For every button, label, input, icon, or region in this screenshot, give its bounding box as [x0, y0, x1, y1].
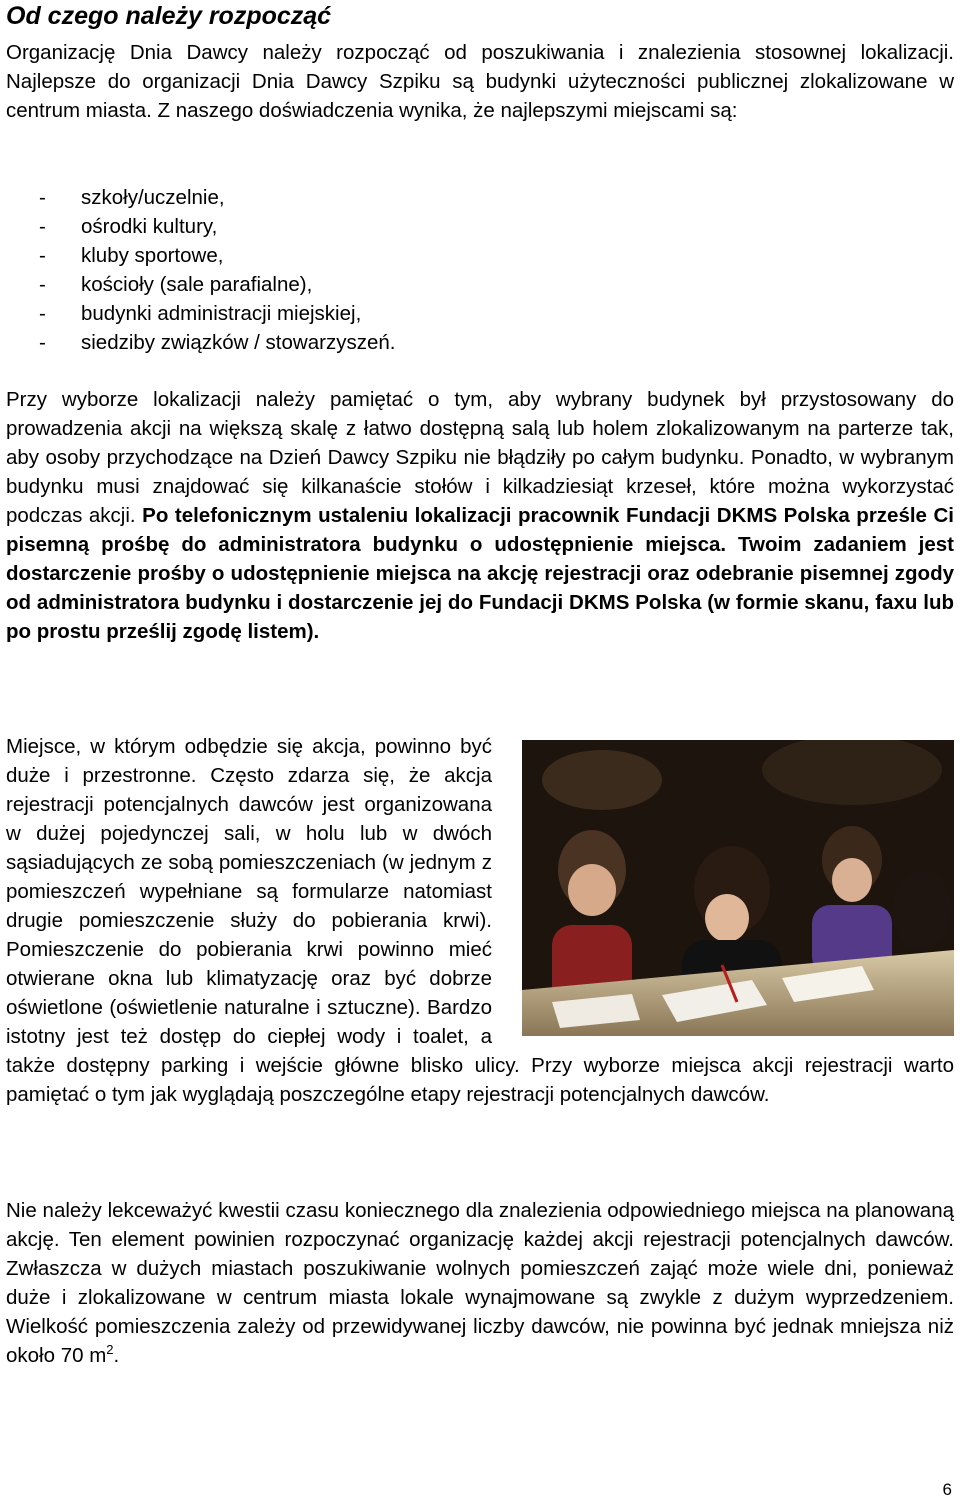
list-item: - szkoły/uczelnie,	[39, 186, 225, 209]
location-list	[6, 183, 395, 357]
timing-paragraph: Nie należy lekceważyć kwestii czasu koniecznego dla znalezienia odpowiedniego miejsca na planowaną akcję. Ten element powinien rozpoczynać organizację każdej akcji rejestracji potencjalnych dawców. Zwłaszcza w dużych miastach poszukiwanie wolnych pomieszczeń zająć może wiele dni, ponieważ duże i zlokalizowane w centrum miasta lokale wynajmowane są zwykle z dużym wyprzedzeniem. Wielkość pomieszczenia zależy od przewidywanej liczby dawców, nie powinna być jednak mniejsza niż około 70 $m^2$.	[6, 1199, 954, 1367]
room-paragraph-block	[6, 732, 954, 1109]
section-heading: Od czego należy rozpocząć	[6, 2, 332, 30]
bold-instructions: Po telefonicznym ustaleniu lokalizacji pracownik Fundacji DKMS Polska prześle Ci pisemną prośbę do administratora budynku o udostępnienie miejsca. Twoim zadaniem jest dostarczenie prośby o udostępnienie miejsca na akcję rejestracji oraz odebranie pisemnej zgody od administratora budynku i dostarczenie jej do Fundacji DKMS Polska (w formie skanu, faxu lub po prostu prześlij zgodę listem).	[6, 504, 954, 643]
list-item: - ośrodki kultury,	[39, 215, 218, 238]
registration-photo	[522, 740, 954, 1036]
page-number: 6	[942, 1480, 952, 1499]
list-item: - budynki administracji miejskiej,	[39, 302, 362, 325]
intro-paragraph: Organizację Dnia Dawcy należy rozpocząć od poszukiwania i znalezienia stosownej lokalizacji. Najlepsze do organizacji Dnia Dawcy Szpiku są budynki użyteczności publicznej zlokalizowane w centrum miasta. Z naszego doświadczenia wynika, że najlepszymi miejscami są:	[6, 41, 954, 122]
list-item: - siedziby związków / stowarzyszeń.	[39, 331, 396, 354]
list-item: - kościoły (sale parafialne),	[39, 273, 313, 296]
room-paragraph: Miejsce, w którym odbędzie się akcja, powinno być duże i przestronne. Często zdarza się, że akcja rejestracji potencjalnych dawców jest organizowana w dużej pojedynczej sali, w holu lub w dwóch sąsiadujących ze sobą pomieszczeniach (w jednym z pomieszczeń wypełniane są formularze natomiast drugie pomieszczenie służy do pobierania krwi). Pomieszczenie do pobierania krwi powinno mieć otwierane okna lub klimatyzację oraz być dobrze oświetlone (oświetlenie naturalne i sztuczne). Bardzo istotny jest też dostęp do ciepłej wody i toalet, a także dostępny parking i wejście główne blisko ulicy. Przy wyborze miejsca akcji rejestracji warto pamiętać o tym jak wyglądają poszczególne etapy rejestracji potencjalnych dawców.	[6, 735, 954, 1106]
photo-illustration	[522, 740, 954, 1036]
venue-requirements-paragraph: Przy wyborze lokalizacji należy pamiętać o tym, aby wybrany budynek był przystosowany do prowadzenia akcji na większą skalę z łatwo dostępną salą lub holem zlokalizowanym na parterze tak, aby osoby przychodzące na Dzień Dawcy Szpiku nie błądziły po całym budynku. Ponadto, w wybranym budynku musi znajdować się kilkanaście stołów i kilkadziesiąt krzeseł, które można wykorzystać podczas akcji. Po telefonicznym ustaleniu lokalizacji pracownik Fundacji DKMS Polska prześle Ci pisemną prośbę do administratora budynku o udostępnienie miejsca. Twoim zadaniem jest dostarczenie prośby o udostępnienie miejsca na akcję rejestracji oraz odebranie pisemnej zgody od administratora budynku i dostarczenie jej do Fundacji DKMS Polska (w formie skanu, faxu lub po prostu prześlij zgodę listem).	[6, 388, 954, 643]
superscript-two: 2	[106, 1342, 114, 1357]
list-item: - kluby sportowe,	[39, 244, 224, 267]
